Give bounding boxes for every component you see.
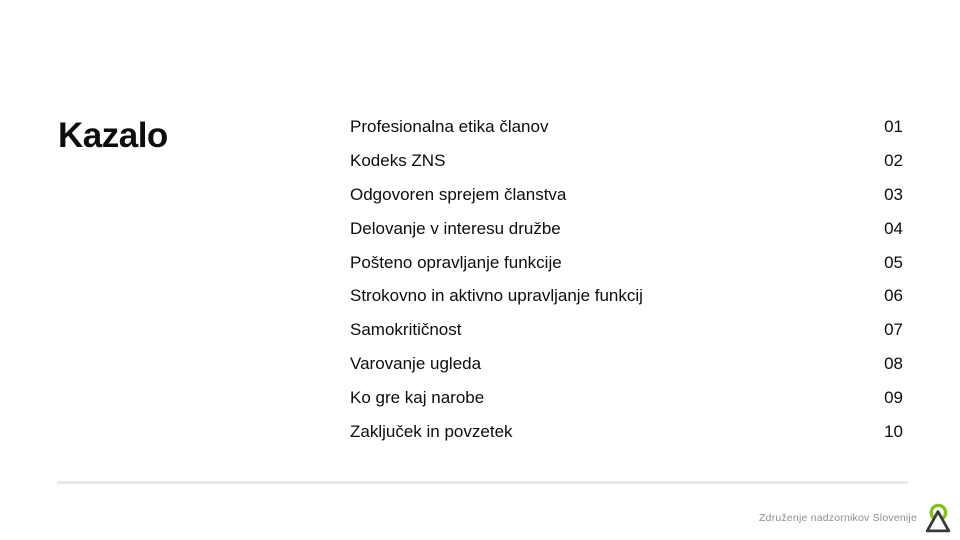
toc-row: [350, 279, 903, 313]
toc-item-label: Kodeks ZNS: [350, 150, 446, 170]
toc-item-page-number: 03: [884, 184, 903, 204]
toc-row: [350, 246, 903, 280]
zns-ring-triangle-logo-icon: [925, 503, 951, 533]
toc-item-page-number: 09: [884, 388, 903, 408]
footer-organization-name: Združenje nadzornikov Slovenije: [759, 512, 917, 524]
footer-divider-line: [57, 481, 908, 484]
toc-row: [350, 347, 903, 381]
toc-item-label: Pošteno opravljanje funkcije: [350, 252, 562, 272]
toc-item-label: Delovanje v interesu družbe: [350, 218, 561, 238]
toc-item-page-number: 01: [884, 116, 903, 136]
footer: [759, 503, 951, 533]
toc-row: [350, 313, 903, 347]
toc-item-label: Samokritičnost: [350, 320, 462, 340]
toc-item-label: Profesionalna etika članov: [350, 116, 549, 136]
toc-item-label: Odgovoren sprejem članstva: [350, 184, 567, 204]
toc-row: [350, 415, 903, 449]
toc-item-page-number: 05: [884, 252, 903, 272]
toc-item-page-number: 10: [884, 421, 903, 441]
toc-item-label: Zaključek in povzetek: [350, 421, 513, 441]
page-title: Kazalo: [58, 116, 168, 156]
toc-row: [350, 144, 903, 178]
toc-row: [350, 381, 903, 415]
toc-row: [350, 110, 903, 144]
toc-item-page-number: 04: [884, 218, 903, 238]
toc-item-page-number: 08: [884, 354, 903, 374]
toc-item-page-number: 07: [884, 320, 903, 340]
toc-list: [350, 110, 903, 449]
toc-item-label: Ko gre kaj narobe: [350, 388, 485, 408]
toc-item-label: Strokovno in aktivno upravljanje funkcij: [350, 286, 643, 306]
toc-row: [350, 212, 903, 246]
toc-item-page-number: 02: [884, 150, 903, 170]
toc-item-page-number: 06: [884, 286, 903, 306]
toc-row: [350, 178, 903, 212]
toc-item-label: Varovanje ugleda: [350, 354, 482, 374]
